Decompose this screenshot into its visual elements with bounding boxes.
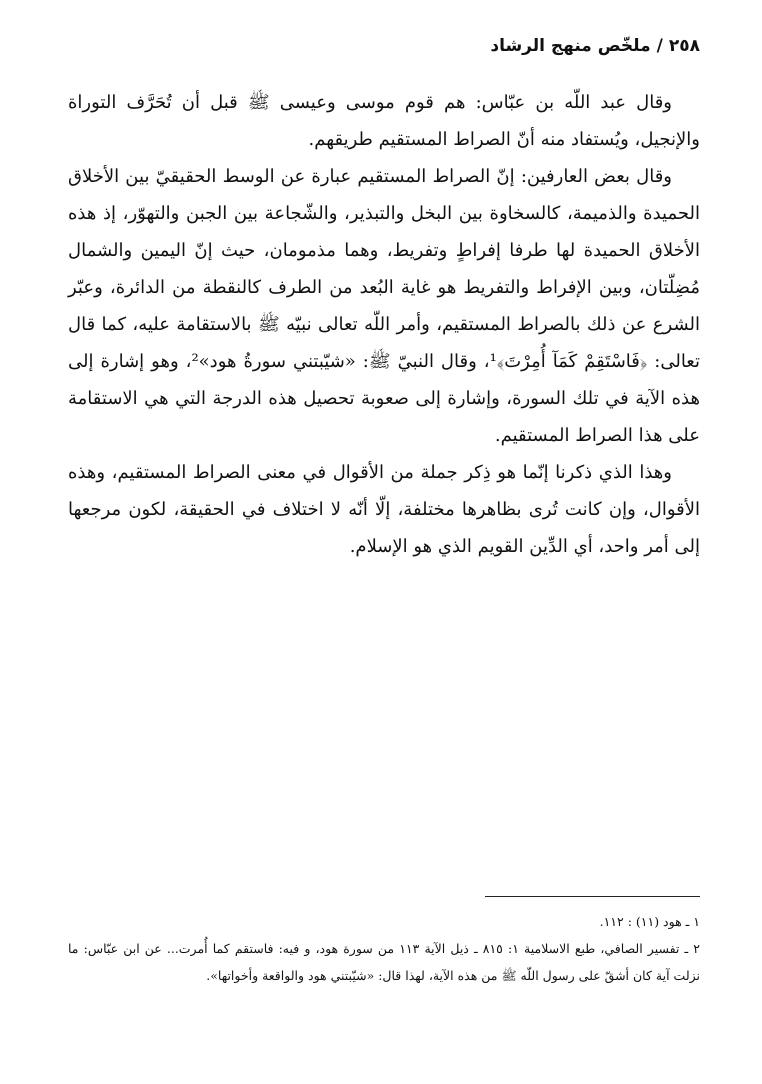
page-number: ٢٥٨ (668, 36, 700, 56)
paragraph-1: وقال عبد اللّه بن عبّاس: هم قوم موسى وعيسى ﷺ قبل أن تُحَرَّف التوراة والإنجيل، ويُستفاد منه أنّ الصراط المستقيم طريقهم. (68, 92, 700, 150)
paragraph-3: وهذا الذي ذكرنا إنّما هو ذِكر جملة من الأقوال في معنى الصراط المستقيم، وهذه الأقوال، وإن كانت تُرى بظاهرها مختلفة، إلّا أنّه لا اختلاف في الحقيقة، لكون مرجعها إلى أمر واحد، أي الدِّين القويم الذي هو الإسلام. (68, 462, 700, 557)
footnote-2: ٢ ـ تفسير الصافي، طبع الاسلامية ١: ٨١٥ ـ ذيل الآية ١١٣ من سورة هود، و فيه: فاستقم كما أُمرت... عن ابن عبّاس: ما نزلت آية كان أشقّ على رسول اللّه ﷺ من هذه الآية، لهذا قال: «شيّبتني هود والواقعة وأخواتها». (68, 941, 701, 983)
main-text (68, 84, 700, 565)
header-separator: / (656, 36, 663, 56)
paragraph-2: وقال بعض العارفين: إنّ الصراط المستقيم عبارة عن الوسط الحقيقيّ بين الأخلاق الحميدة والذميمة، كالسخاوة بين البخل والتبذير، والشّجاعة بين الجبن والتهوّر، إذ هذه الأخلاق الحميدة لها طرفا إفراطٍ وتفريط، وهما مذمومان، حيث إنّ اليمين والشمال مُضِلّتان، وبين الإفراط والتفريط هو غاية البُعد من الطرف كالنقطة من الدائرة، وعبّر الشرع عن ذلك بالصراط المستقيم، وأمر اللّه تعالى نبيّه ﷺ بالاستقامة عليه، كما قال تعالى: ﴿فَاسْتَقِمْ كَمَآ أُمِرْتَ﴾¹، وقال النبيّ ﷺ: «شيّبتني سورةُ هود»²، وهو إشارة إلى هذه الآية في تلك السورة، وإشارة إلى صعوبة تحصيل هذه الدرجة التي هي الاستقامة على هذا الصراط المستقيم. (68, 166, 700, 446)
footnotes (68, 908, 700, 989)
book-title: ملخّص منهج الرشاد (490, 36, 651, 56)
running-header (490, 34, 700, 58)
footnote-divider (485, 896, 700, 897)
footnote-1: ١ ـ هود (١١) : ١١٢. (599, 914, 700, 929)
